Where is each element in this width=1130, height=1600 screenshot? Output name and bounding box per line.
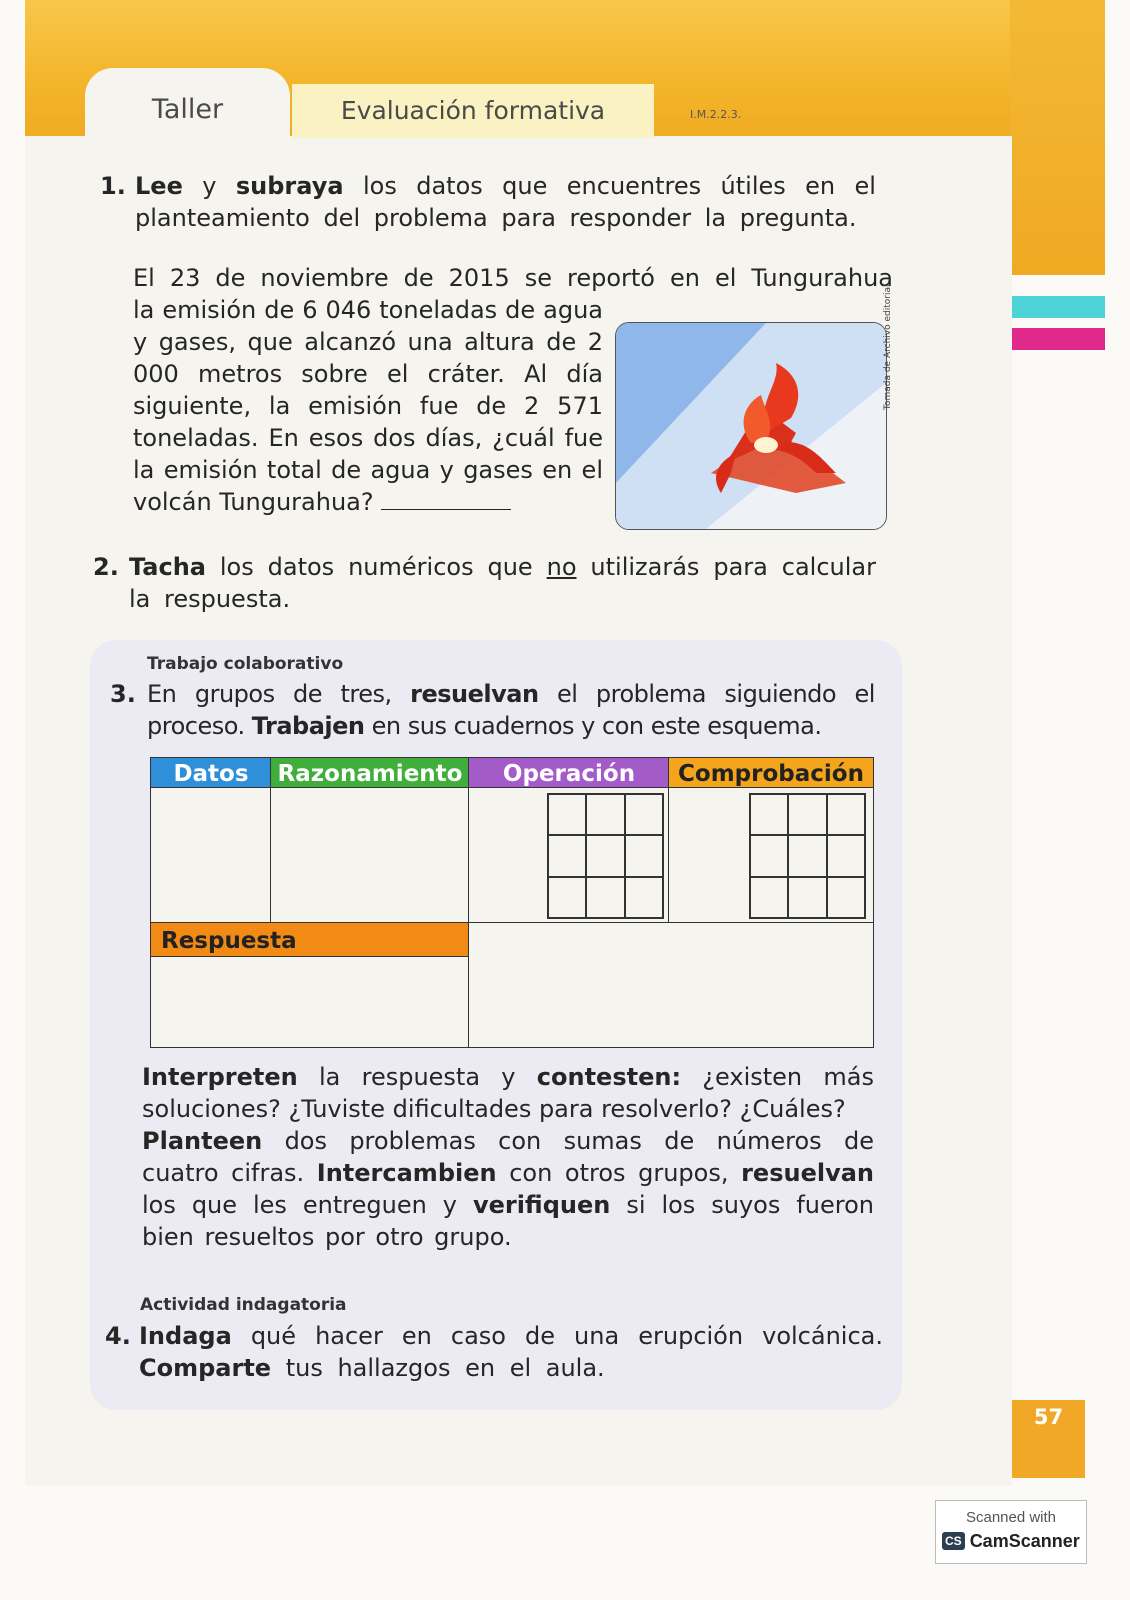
item-number: 1. [100, 172, 126, 200]
header-respuesta: Respuesta [150, 922, 470, 958]
item-1 [100, 170, 876, 234]
razonamiento-cell[interactable] [270, 787, 470, 924]
item-number: 3. [110, 680, 136, 708]
verb: Interpreten [142, 1063, 298, 1091]
header-operacion: Operación [468, 757, 670, 789]
instruction-text: si los suyos fueron bien resueltos por otro grupo. [142, 1191, 874, 1251]
instruction-text: dos problemas con sumas de números de cuatro cifras. [142, 1127, 874, 1187]
volcano-icon [616, 323, 886, 529]
section-label: Actividad indagatoria [140, 1295, 347, 1315]
tab-evaluacion-formativa: Evaluación formativa [292, 84, 654, 138]
verb: Trabajen [251, 712, 365, 740]
header-razonamiento: Razonamiento [270, 757, 470, 789]
item-1-text [135, 170, 876, 234]
item-4-text [139, 1320, 883, 1384]
verb: subraya [235, 172, 344, 200]
instruction-text: ¿existen más soluciones? ¿Tuviste dificultades para resolverlo? ¿Cuáles? [142, 1063, 874, 1123]
volcano-image [615, 322, 887, 530]
connector: y [202, 172, 217, 200]
instruction-text: con otros grupos, [509, 1159, 729, 1187]
instruction-text: la respuesta y [318, 1063, 516, 1091]
header-datos: Datos [150, 757, 272, 789]
item-number: 4. [105, 1322, 131, 1350]
verb: Lee [135, 172, 183, 200]
curriculum-code: I.M.2.2.3. [690, 108, 742, 121]
verb: Tacha [129, 553, 206, 581]
instruction-text: tus hallazgos en el aula. [285, 1354, 605, 1382]
cyan-stripe [1012, 296, 1105, 318]
operacion-cell[interactable] [468, 787, 670, 924]
respuesta-cell[interactable] [150, 956, 470, 1048]
image-credit: Tomada de Archivo editorial [883, 284, 893, 410]
verb: resuelvan [410, 680, 539, 708]
item-4 [105, 1320, 883, 1384]
instruction-text: En grupos de tres, [147, 680, 392, 708]
comprobacion-cell[interactable] [668, 787, 874, 924]
pink-stripe [1012, 328, 1105, 350]
instruction-text: el problema siguiendo el proceso. [147, 680, 875, 740]
instruction-text: los datos numéricos que [219, 553, 533, 581]
scanner-caption: Scanned with [965, 1509, 1057, 1526]
camscanner-logo-icon: CS [942, 1532, 965, 1550]
instruction-text: en sus cuadernos y con este esquema. [371, 712, 822, 740]
verb: Indaga [139, 1322, 232, 1350]
verb: Comparte [139, 1354, 272, 1382]
instruction-text: los datos que encuentres útiles en el planteamiento del problema para responder la pregunta. [135, 172, 876, 232]
verb: Intercambien [316, 1159, 497, 1187]
instruction-text: qué hacer en caso de una erupción volcánica. [250, 1322, 883, 1350]
tab-taller: Taller [85, 68, 290, 140]
verb: resuelvan [741, 1159, 874, 1187]
problem-line-1: El 23 de noviembre de 2015 se reportó en el Tungurahua [133, 264, 893, 292]
respuesta-extra-cell[interactable] [468, 922, 874, 1048]
instruction-text: los que les entreguen y [142, 1191, 457, 1219]
problem-text: la emisión de 6 046 toneladas de agua y gases, que alcanzó una altura de 2 000 metros sobre el cráter. Al día siguiente, la emisión fue de 2 571 toneladas. En esos dos días, ¿cuál fue la emisión total de agua y gases en el volcán Tungurahua? [133, 296, 603, 516]
side-band [1010, 0, 1105, 275]
item-2-text [129, 551, 876, 615]
item-3 [110, 678, 875, 742]
page-number: 57 [1012, 1400, 1085, 1478]
scanner-brand-row [942, 1530, 1086, 1552]
item-number: 2. [93, 553, 119, 581]
verification-grid[interactable] [749, 793, 866, 919]
problem-body [133, 294, 603, 518]
scanner-brand: CamScanner [969, 1530, 1080, 1551]
item-2 [93, 551, 876, 615]
instruction-text: utilizarás para calcular la respuesta. [129, 553, 876, 613]
verb: verifiquen [472, 1191, 611, 1219]
operation-grid[interactable] [547, 793, 664, 919]
verb: Planteen [142, 1127, 263, 1155]
item-3-text [147, 678, 875, 742]
answer-blank[interactable] [381, 487, 511, 510]
propose-paragraph [142, 1125, 874, 1253]
underlined-word: no [546, 553, 577, 581]
scanner-watermark [935, 1500, 1087, 1564]
work-scheme [150, 757, 880, 1053]
datos-cell[interactable] [150, 787, 272, 924]
verb: contesten: [536, 1063, 682, 1091]
interpret-paragraph [142, 1061, 874, 1125]
header-comprobacion: Comprobación [668, 757, 874, 789]
section-label: Trabajo colaborativo [147, 654, 344, 674]
